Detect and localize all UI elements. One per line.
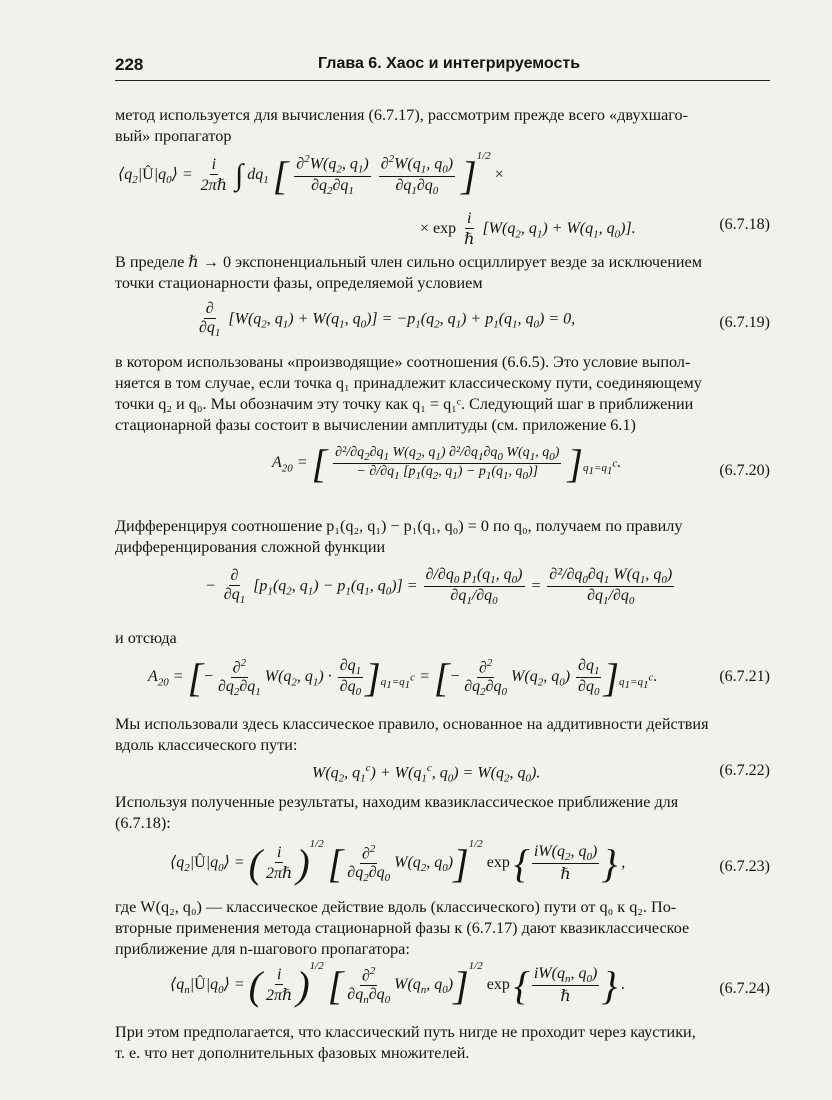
paragraph-7 bbox=[115, 792, 770, 834]
paragraph-5 bbox=[115, 628, 770, 649]
paragraph-4 bbox=[115, 516, 770, 558]
paragraph-8 bbox=[115, 897, 770, 960]
text-line: вторные применения метода стационарной фазы к (6.7.17) дают квазиклассическое bbox=[115, 919, 690, 937]
equation-number: (6.7.23) bbox=[719, 858, 770, 875]
equation-number: (6.7.20) bbox=[719, 462, 770, 479]
text-line: стационарной фазы состоит в вычислении амплитуды (см. приложение 6.1) bbox=[115, 416, 636, 434]
text-line: где W(q₂, q₀) — классическое действие вдоль (классического) пути от q₀ к q₂. По- bbox=[115, 898, 677, 916]
running-head: Глава 6. Хаос и интегрируемость bbox=[318, 55, 581, 72]
text-line: вый» пропагатор bbox=[115, 127, 232, 145]
paragraph-1 bbox=[115, 105, 770, 147]
equation-chain-rule: − $\frac{\partial}{\partial q_1}$ [$p_1(q_2$, $q_1) - p_1(q_1$, $q_0$)] = $\frac{\partial/\partial q_0 p_1(q_1, q_0)}{\partial q_1/\partial q_0}$ = $\frac{\partial^2/\partial q_0\partial q_1 W(q_1, q_0)}{\partial q_1/\partial q_0}$ bbox=[205, 566, 673, 608]
equation-6-7-20: $A_{20}$ = [ $\frac{\partial^2/\partial q_2\partial q_1 W(q_2, q_1) \partial^2/\partial q_1\partial q_0 W(q_1, q_0)}{- \partial/\partial q_1 [p_1(q_2, q_1) - p_1(q_1, q_0)]}$ ]$_{q_1=q_1^c}$. bbox=[272, 441, 622, 486]
text-line: и отсюда bbox=[115, 629, 177, 647]
text-line: точки q₂ и q₀. Мы обозначим эту точку как q₁ = q₁ᶜ. Следующий шаг в приближении bbox=[115, 395, 694, 413]
text-line: вдоль классического пути: bbox=[115, 736, 298, 754]
text-line: приближение для n-шагового пропагатора: bbox=[115, 940, 410, 958]
equation-6-7-19: $\frac{\partial}{\partial q_1}$ [$W(q_2$, $q_1) + W(q_1$, $q_0)] = -p_1(q_2$, $q_1) + p_1(q_1$, $q_0) = 0$, bbox=[199, 300, 576, 340]
text-line: (6.7.18): bbox=[115, 814, 171, 832]
paragraph-3 bbox=[115, 352, 770, 436]
equation-number: (6.7.19) bbox=[719, 314, 770, 331]
text-line: В пределе ℏ → 0 экспоненциальный член сильно осциллирует везде за исключением bbox=[115, 253, 702, 271]
equation-number: (6.7.18) bbox=[719, 216, 770, 233]
equation-6-7-21: $A_{20}$ = [− $\frac{\partial^2}{\partial q_2\partial q_1}$ $W(q_2$, $q_1$) · $\frac{\partial q_1}{\partial q_0}$ ]$_{q_1=q_1^c}$ = [− $\frac{\partial^2}{\partial q_2\partial q_0}$ $W(q_2$, $q_0$) $\frac{\partial q_1}{\partial q_0}$ ]$_{q_1=q_1^c}$. bbox=[148, 655, 658, 700]
text-line: При этом предполагается, что классический путь нигде не проходит через каустики, bbox=[115, 1023, 696, 1041]
text-line: т. е. что нет дополнительных фазовых множителей. bbox=[115, 1044, 470, 1062]
text-line: дифференцирования сложной функции bbox=[115, 538, 386, 556]
equation-number: (6.7.22) bbox=[719, 762, 770, 779]
header-rule bbox=[115, 80, 770, 81]
equation-6-7-23: $⟨q_2|Û|q_0⟩$ = ( $\frac{i}{\text{2πℏ}}$ )$^{1/2}$ [ $\frac{\partial^2}{\partial q_2\partial q_0}$ $W(q_2$, $q_0)]^{1/2}$ exp { $\frac{iW(q_2, q_0)}{\text{ℏ}}$ } , bbox=[170, 838, 626, 886]
equation-number: (6.7.24) bbox=[719, 980, 770, 997]
text-line: точки стационарности фазы, определяемой условием bbox=[115, 274, 483, 292]
text-line: метод используется для вычисления (6.7.17), рассмотрим прежде всего «двухшаго- bbox=[115, 106, 689, 124]
paragraph-6 bbox=[115, 714, 770, 756]
equation-6-7-18-line1: $⟨q_2|Û|q_0⟩$ = $\frac{i}{\text{2πℏ}}$ ∫ $dq_1$ [ $\frac{\partial^2W(q_2, q_1)}{\partial q_2\partial q_1}$ $\frac{\partial^2W(q_1, q_0)}{\partial q_1\partial q_0}$ ]$^{1/2}$ × bbox=[118, 150, 504, 198]
text-line: няется в том случае, если точка q₁ принадлежит классическому пути, соединяющему bbox=[115, 374, 702, 392]
equation-6-7-22: $W(q_2$, $q_1^c) + W(q_1^c$, $q_0) = W(q_2$, $q_0$). bbox=[312, 762, 541, 785]
text-line: Используя полученные результаты, находим квазиклассическое приближение для bbox=[115, 793, 679, 811]
equation-6-7-18-line2: × exp $\frac{i}{\text{ℏ}}$ [$W(q_2$, $q_1) + W(q_1$, $q_0$)]. bbox=[420, 210, 636, 248]
text-line: в котором использованы «производящие» соотношения (6.6.5). Это условие выпол- bbox=[115, 353, 691, 371]
text-line: Мы использовали здесь классическое правило, основанное на аддитивности действия bbox=[115, 715, 709, 733]
equation-6-7-24: $⟨q_n|Û|q_0⟩$ = ( $\frac{i}{\text{2πℏ}}$ )$^{1/2}$ [ $\frac{\partial^2}{\partial q_n\partial q_0}$ $W(q_n$, $q_0)]^{1/2}$ exp { $\frac{iW(q_n, q_0)}{\text{ℏ}}$ } . bbox=[170, 960, 626, 1008]
page-number: 228 bbox=[115, 55, 144, 74]
paragraph-2 bbox=[115, 252, 770, 294]
equation-number: (6.7.21) bbox=[719, 668, 770, 685]
paragraph-9 bbox=[115, 1022, 770, 1064]
text-line: Дифференцируя соотношение p₁(q₂, q₁) − p₁(q₁, q₀) = 0 по q₀, получаем по правилу bbox=[115, 517, 683, 535]
